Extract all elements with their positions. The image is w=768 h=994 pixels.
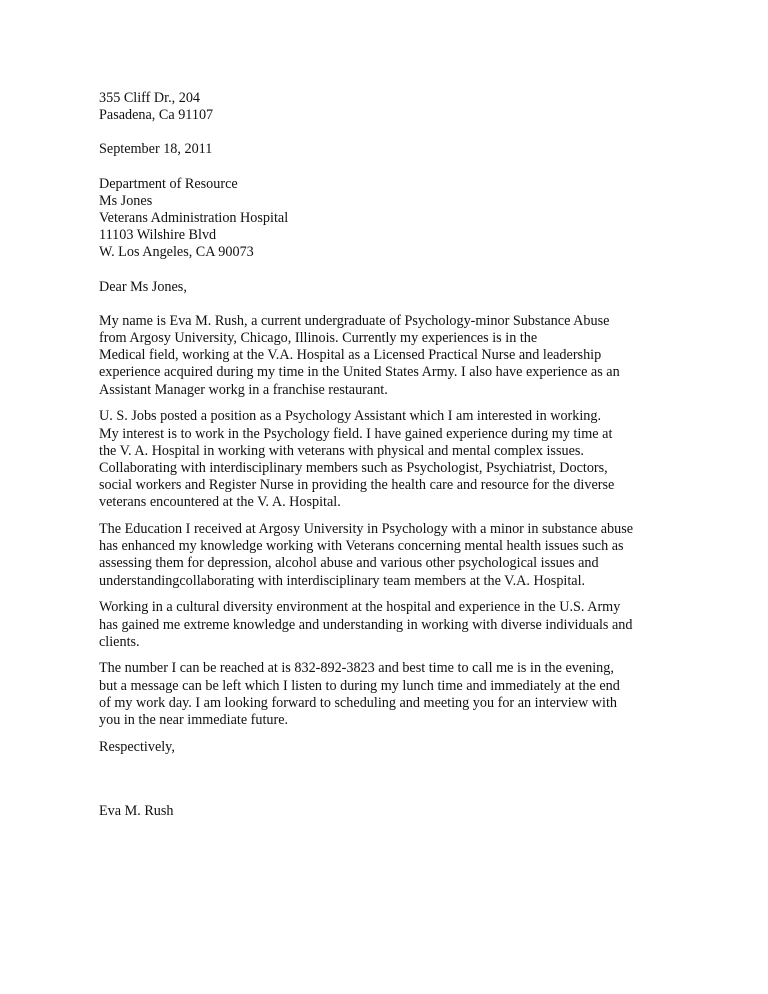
paragraph-line: Working in a cultural diversity environment at the hospital and experience in the U.S. Army: [99, 599, 621, 616]
paragraph-line: has gained me extreme knowledge and understanding in working with diverse individuals and: [99, 616, 633, 633]
body-paragraph-3: [99, 521, 679, 590]
paragraph-line: Collaborating with interdisciplinary members such as Psychologist, Psychiatrist, Doctors,: [99, 459, 608, 476]
recipient-line: Ms Jones: [99, 192, 153, 209]
body-paragraph-4: [99, 599, 679, 651]
paragraph-line: clients.: [99, 633, 140, 650]
recipient-address: [99, 176, 679, 262]
paragraph-line: of my work day. I am looking forward to scheduling and meeting you for an interview with: [99, 694, 617, 711]
sender-city: Pasadena, Ca 91107: [99, 107, 214, 124]
paragraph-line: experience acquired during my time in the United States Army. I also have experience as an: [99, 364, 620, 381]
paragraph-line: My name is Eva M. Rush, a current undergraduate of Psychology-minor Substance Abuse: [99, 312, 610, 329]
paragraph-line: The number I can be reached at is 832-892-3823 and best time to call me is in the evening,: [99, 660, 614, 677]
signature-name: Eva M. Rush: [99, 803, 174, 819]
paragraph-line: has enhanced my knowledge working with Veterans concerning mental health issues such as: [99, 538, 624, 555]
recipient-line: 11103 Wilshire Blvd: [99, 227, 217, 244]
paragraph-line: from Argosy University, Chicago, Illinois. Currently my experiences is in the: [99, 330, 538, 347]
body-paragraph-2: [99, 408, 679, 511]
letter-date: September 18, 2011: [99, 141, 213, 158]
paragraph-line: Assistant Manager workg in a franchise restaurant.: [99, 381, 388, 398]
paragraph-line: veterans encountered at the V. A. Hospital.: [99, 494, 341, 511]
paragraph-line: assessing them for depression, alcohol abuse and various other psychological issues and: [99, 555, 599, 572]
paragraph-line: social workers and Register Nurse in providing the health care and resource for the diverse: [99, 477, 615, 494]
recipient-line: W. Los Angeles, CA 90073: [99, 244, 254, 261]
sender-street: 355 Cliff Dr., 204: [99, 90, 201, 106]
paragraph-line: U. S. Jobs posted a position as a Psychology Assistant which I am interested in working.: [99, 408, 602, 425]
sender-address: [99, 90, 679, 124]
paragraph-line: Medical field, working at the V.A. Hospital as a Licensed Practical Nurse and leadership: [99, 347, 602, 364]
paragraph-line: The Education I received at Argosy University in Psychology with a minor in substance abuse: [99, 521, 634, 538]
closing: Respectively,: [99, 738, 175, 755]
recipient-line: Veterans Administration Hospital: [99, 210, 289, 227]
body-paragraph-1: [99, 313, 679, 399]
paragraph-line: My interest is to work in the Psychology field. I have gained experience during my time at: [99, 425, 613, 442]
recipient-line: Department of Resource: [99, 175, 238, 192]
paragraph-line: the V. A. Hospital in working with veterans with physical and mental complex issues.: [99, 442, 584, 459]
salutation: Dear Ms Jones,: [99, 278, 187, 295]
paragraph-line: understandingcollaborating with interdisciplinary team members at the V.A. Hospital.: [99, 572, 586, 589]
body-paragraph-5: [99, 660, 679, 729]
paragraph-line: you in the near immediate future.: [99, 712, 289, 729]
paragraph-line: but a message can be left which I listen to during my lunch time and immediately at the end: [99, 677, 620, 694]
cover-letter: [99, 90, 679, 820]
